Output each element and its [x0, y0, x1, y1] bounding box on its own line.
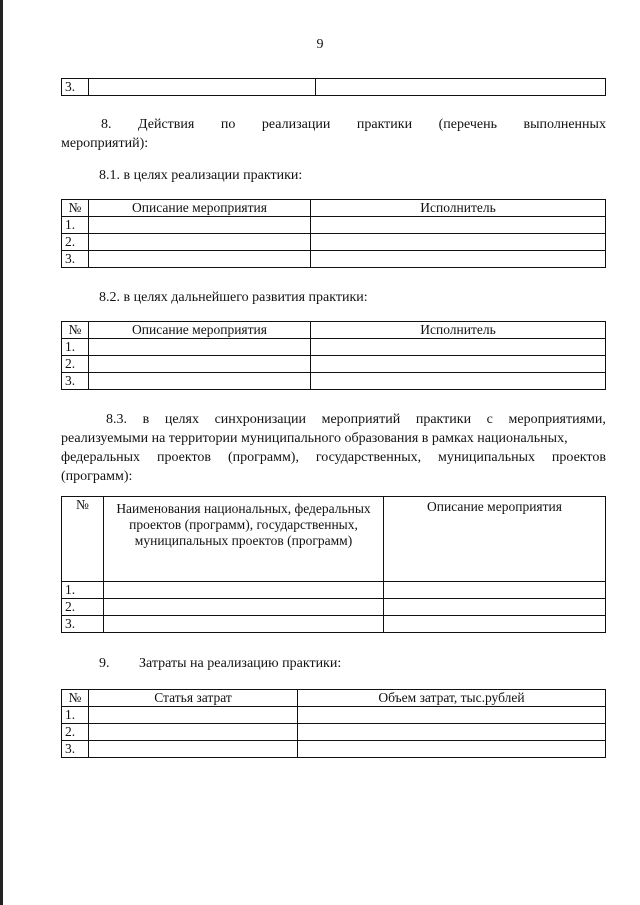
header-cost-item: Статья затрат: [89, 690, 298, 707]
header-description: Описание мероприятия: [384, 497, 606, 582]
section-8-1-table: [61, 199, 606, 268]
row-number: 3.: [62, 616, 104, 633]
top-continuation-table: [61, 78, 606, 96]
page-number: 9: [316, 37, 324, 52]
row-number: 1.: [62, 582, 104, 599]
section-8-2-title: 8.2. в целях дальнейшего развития практики:: [99, 290, 368, 305]
section-9-table: [61, 689, 606, 758]
header-executor: Исполнитель: [311, 322, 606, 339]
section-9-title: Затраты на реализацию практики:: [139, 656, 342, 671]
header-number: №: [62, 690, 89, 707]
section-8-1-title: 8.1. в целях реализации практики:: [99, 168, 303, 183]
header-number: №: [62, 322, 89, 339]
section-8-3-text: 8.3. в целях синхронизации мероприятий практики с мероприятиями, реализуемыми на территории муниципального образования в рамках национальных, федеральных проектов (программ), государственных, муниципальных проектов (программ):: [61, 412, 606, 484]
table-cell: [89, 79, 316, 96]
header-description: Описание мероприятия: [89, 322, 311, 339]
header-cost-amount: Объем затрат, тыс.рублей: [298, 690, 606, 707]
row-number: 3.: [62, 741, 89, 758]
section-9-number: 9.: [99, 656, 110, 671]
table-cell: [316, 79, 606, 96]
row-number: 3.: [62, 373, 89, 390]
header-description: Описание мероприятия: [89, 200, 311, 217]
header-number: №: [62, 497, 104, 582]
scan-edge: [0, 0, 3, 905]
row-number: 2.: [62, 356, 89, 373]
row-number: 3.: [62, 79, 89, 96]
row-number: 2.: [62, 234, 89, 251]
row-number: 3.: [62, 251, 89, 268]
header-executor: Исполнитель: [311, 200, 606, 217]
row-number: 2.: [62, 724, 89, 741]
header-number: №: [62, 200, 89, 217]
row-number: 1.: [62, 339, 89, 356]
section-8-heading: 8. Действия по реализации практики (перечень выполненных мероприятий):: [61, 117, 606, 151]
row-number: 2.: [62, 599, 104, 616]
row-number: 1.: [62, 707, 89, 724]
section-8-2-table: [61, 321, 606, 390]
row-number: 1.: [62, 217, 89, 234]
header-projects: Наименования национальных, федеральных проектов (программ), государственных, муниципальных проектов (программ): [104, 497, 384, 582]
section-8-3-table: [61, 496, 606, 633]
